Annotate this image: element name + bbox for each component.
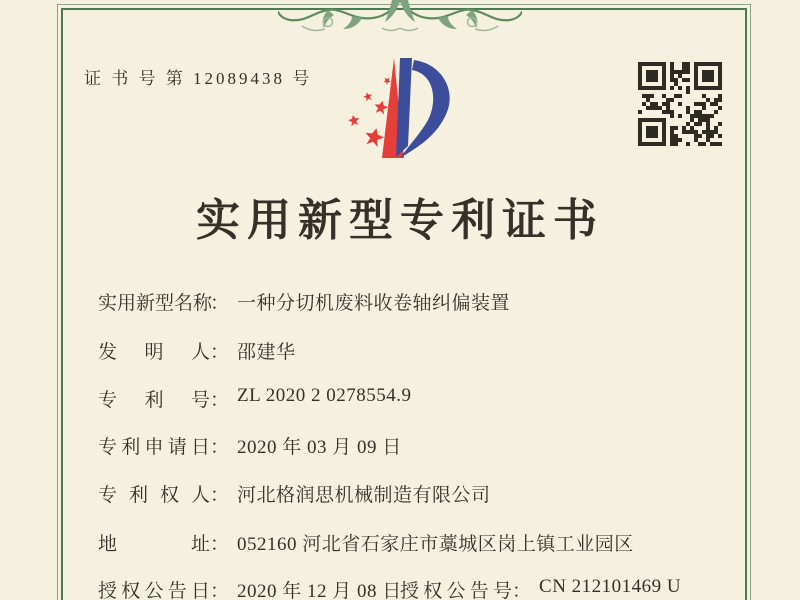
field-label: 发明人 (98, 342, 210, 363)
field-colon: ： (210, 485, 230, 506)
field-label: 专利权人 (98, 485, 210, 506)
certificate-title: 实用新型专利证书 (196, 196, 604, 245)
field-patentee (98, 480, 491, 506)
field-address (98, 529, 634, 555)
field-grant-date (98, 576, 402, 600)
scrollwork-ornament-icon (278, 0, 522, 40)
certificate-number: 证 书 号 第 12089438 号 (84, 69, 313, 88)
field-value: 邵建华 (237, 342, 296, 363)
cnipa-logo-icon (338, 54, 456, 162)
field-colon: ： (210, 534, 230, 555)
field-inventor (98, 337, 296, 363)
field-colon: ： (512, 581, 532, 600)
field-value: CN 212101469 U (539, 576, 682, 597)
field-value: 2020 年 12 月 08 日 (237, 581, 402, 600)
field-value: 2020 年 03 月 09 日 (237, 437, 402, 458)
field-label: 专利号 (98, 390, 210, 411)
field-grant-number (400, 576, 681, 600)
field-label: 地址 (98, 534, 210, 555)
field-colon: ： (210, 581, 230, 600)
field-label: 专利申请日 (98, 437, 210, 458)
field-colon: ： (210, 293, 230, 314)
field-label: 授权公告日 (98, 581, 210, 600)
field-label: 实用新型名称 (98, 293, 213, 314)
field-label: 授权公告号 (400, 581, 512, 600)
field-value: ZL 2020 2 0278554.9 (237, 385, 412, 406)
field-utility-model-name (98, 288, 510, 314)
field-filing-date (98, 432, 402, 458)
field-value: 052160 河北省石家庄市藁城区岗上镇工业园区 (237, 534, 634, 555)
field-value: 一种分切机废料收卷轴纠偏装置 (237, 293, 511, 314)
field-value: 河北格润思机械制造有限公司 (237, 485, 491, 506)
field-colon: ： (210, 390, 230, 411)
field-colon: ： (210, 437, 230, 458)
field-colon: ： (210, 342, 230, 363)
qr-code (638, 62, 722, 146)
field-patent-number (98, 385, 412, 411)
